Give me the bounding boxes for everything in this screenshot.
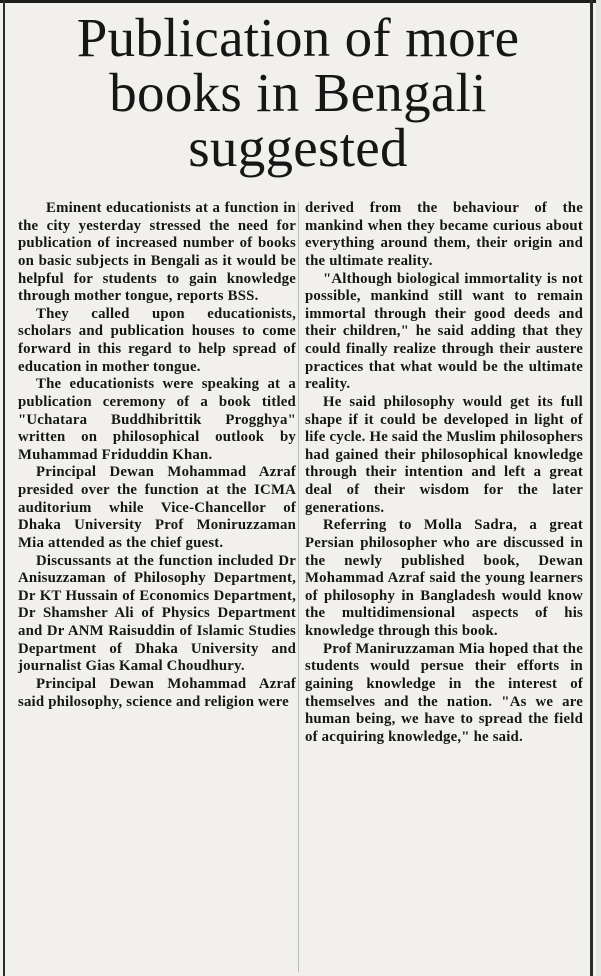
article-paragraph: Principal Dewan Mohammad Azraf said philosophy, science and religion were (18, 675, 296, 710)
clipping-border-left (3, 0, 5, 976)
article-paragraph: "Although biological immortality is not possible, mankind still want to remain immortal through their good deeds and their children," he said adding that they could finally realize through their austere practices that what would be the ultimate reality. (305, 270, 583, 393)
article-paragraph: Discussants at the function included Dr Anisuzzaman of Philosophy Department, Dr KT Hussain of Economics Department, Dr Shamsher Ali of Physics Department and Dr ANM Raisuddin of Islamic Studies Department of Dhaka University and journalist Gias Kamal Choudhury. (18, 552, 296, 675)
clipping-margin-right (596, 0, 601, 976)
article-paragraph: They called upon educationists, scholars and publication houses to come forward in this regard to help spread of education in mother tongue. (18, 305, 296, 375)
article-column-left (18, 200, 296, 711)
article-column-right (305, 200, 583, 746)
article-paragraph: derived from the behaviour of the mankind when they became curious about everything around them, their origin and the ultimate reality. (305, 200, 583, 269)
article-paragraph: Prof Maniruzzaman Mia hoped that the students would persue their efforts in gaining knowledge in the interest of themselves and the nation. "As we are human being, we have to spread the field of acquiring knowledge," he said. (305, 640, 583, 745)
article-paragraph: Referring to Molla Sadra, a great Persian philosopher who are discussed in the newly published book, Dewan Mohammad Azraf said the young learners of philosophy in Bangladesh would know the multidimensional aspects of his knowledge through this book. (305, 517, 583, 639)
clipping-border-right (590, 0, 593, 976)
article-headline: Publication of more books in Bengali suggested (76, 7, 520, 178)
column-divider (298, 202, 299, 972)
article-paragraph: Principal Dewan Mohammad Azraf presided over the function at the ICMA auditorium while Vice-Chancellor of Dhaka University Prof Moniruzzaman Mia attended as the chief guest. (18, 464, 296, 551)
article-paragraph: He said philosophy would get its full shape if it could be developed in light of life cycle. He said the Muslim philosophers had gained their philosophical knowledge through their intention and left a great deal of their wisdom for the later generations. (305, 393, 583, 516)
article-paragraph: Eminent educationists at a function in the city yesterday stressed the need for publication of increased number of books on basic subjects in Bengali as it would be helpful for students to gain knowledge through mother tongue, reports BSS. (18, 200, 296, 305)
article-paragraph: The educationists were speaking at a publication ceremony of a book titled "Uchatara Buddhibrittik Progghya" written on philosophical outlook by Muhammad Friduddin Khan. (18, 376, 296, 463)
clipping-border-top (0, 0, 601, 3)
